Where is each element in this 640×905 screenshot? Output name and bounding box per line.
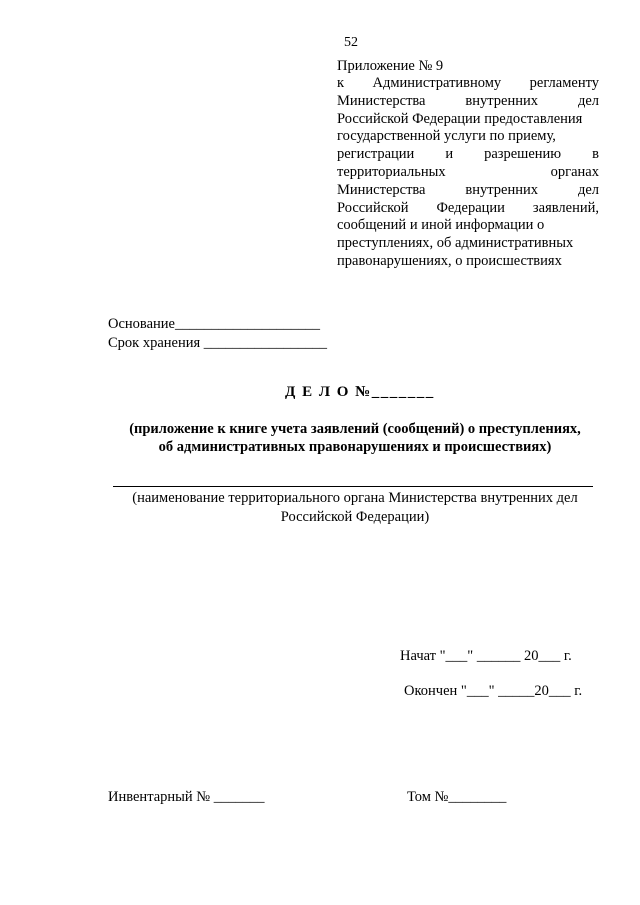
page-number: 52 xyxy=(344,35,358,50)
appendix-line xyxy=(337,111,599,129)
appendix-word: Российской Федерации предоставления xyxy=(337,110,583,127)
appendix-word: разрешению xyxy=(484,146,562,163)
appendix-word: к xyxy=(337,75,345,91)
appendix-line xyxy=(337,235,599,253)
appendix-word: Министерства xyxy=(337,92,426,109)
appendix-word: государственной услуги по приему, xyxy=(337,128,556,145)
appendix-line xyxy=(337,75,599,93)
organization-name-rule xyxy=(113,486,593,487)
appendix-word: в xyxy=(592,146,599,163)
appendix-word: Административному xyxy=(372,75,502,91)
case-subtitle-line-1: (приложение к книге учета заявлений (сообщений) о преступлениях, xyxy=(129,421,581,437)
basis-field: Основание____________________ xyxy=(108,316,320,332)
started-date: Начат "___" ______ 20___ г. xyxy=(400,648,572,664)
appendix-line xyxy=(337,182,599,200)
appendix-word: сообщений и иной информации о xyxy=(337,217,545,234)
appendix-word: внутренних xyxy=(465,181,539,198)
storage-period-field: Срок хранения _________________ xyxy=(108,335,328,351)
appendix-word: преступлениях, об административных xyxy=(337,235,574,252)
appendix-line xyxy=(337,164,599,182)
appendix-word: регламенту xyxy=(529,75,599,91)
appendix-word: внутренних xyxy=(465,92,539,109)
appendix-word: территориальных xyxy=(337,163,446,180)
appendix-word: дел xyxy=(577,181,599,198)
appendix-line xyxy=(337,200,599,218)
appendix-word: Российской xyxy=(337,199,409,216)
organization-caption-line-1: (наименование территориального органа Министерства внутренних дел xyxy=(132,490,578,506)
appendix-title: Приложение № 9 xyxy=(337,58,444,74)
ended-date: Окончен "___" _____20___ г. xyxy=(404,683,583,699)
appendix-word: заявлений, xyxy=(532,199,599,216)
inventory-number: Инвентарный № _______ xyxy=(108,789,265,805)
appendix-line xyxy=(337,253,599,271)
appendix-body xyxy=(337,75,599,271)
organization-caption-line-2: Российской Федерации) xyxy=(280,509,430,525)
appendix-word: регистрации xyxy=(337,146,415,163)
case-title: Д Е Л О №_______ xyxy=(285,384,435,400)
appendix-line xyxy=(337,128,599,146)
appendix-line xyxy=(337,93,599,111)
appendix-word: правонарушениях, о происшествиях xyxy=(337,252,562,269)
appendix-word: дел xyxy=(577,92,599,109)
appendix-line xyxy=(337,146,599,164)
appendix-word: и xyxy=(445,146,454,163)
appendix-line xyxy=(337,217,599,235)
appendix-word: Министерства xyxy=(337,181,426,198)
volume-number: Том №________ xyxy=(407,789,507,805)
appendix-word: Федерации xyxy=(436,199,505,216)
appendix-word: органах xyxy=(550,163,599,180)
case-subtitle-line-2: об административных правонарушениях и происшествиях) xyxy=(158,439,552,455)
